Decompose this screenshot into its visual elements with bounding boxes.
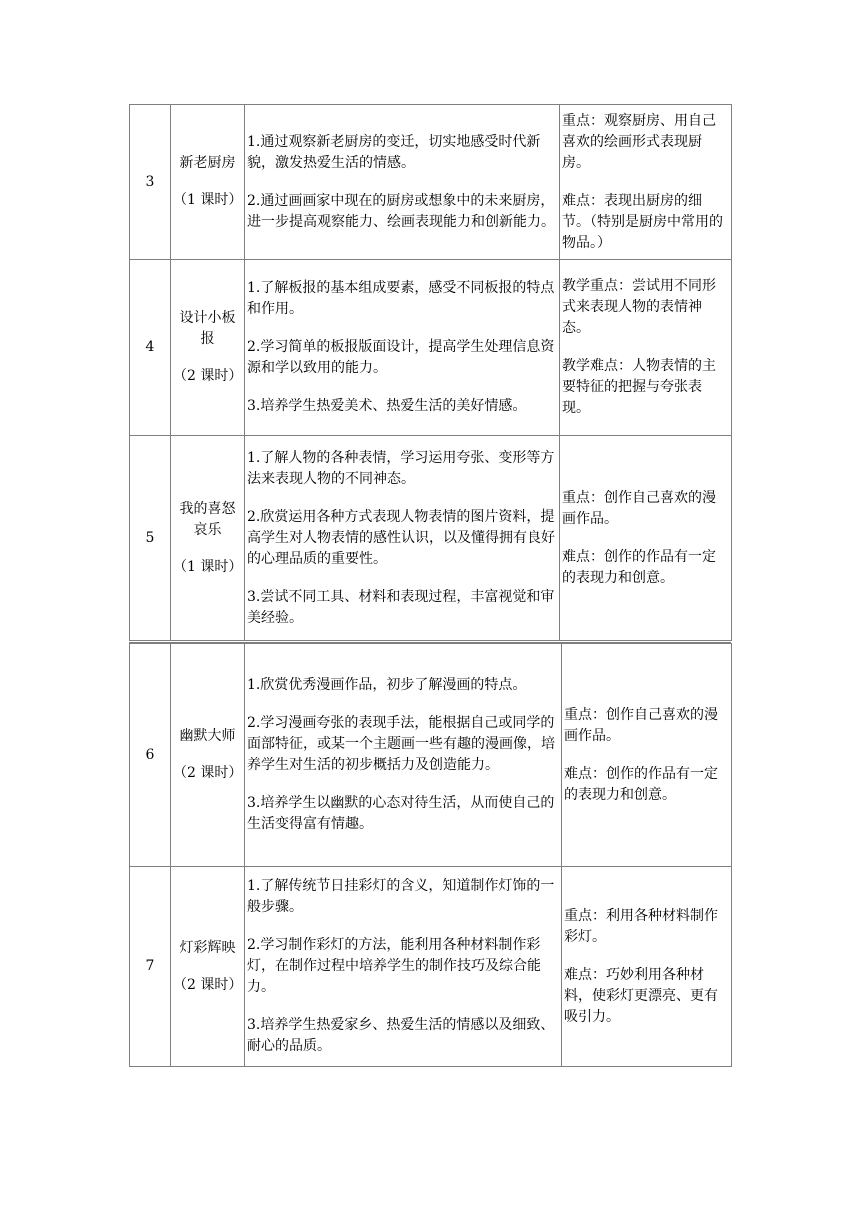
lesson-goals	[245, 105, 560, 260]
lesson-number: 6	[130, 644, 171, 867]
goal-item: 1.了解传统节日挂彩灯的含义，知道制作灯饰的一般步骤。	[247, 878, 555, 915]
lesson-hours: （1 课时）	[173, 558, 243, 575]
lesson-name	[171, 260, 245, 436]
table-row	[130, 436, 732, 641]
lesson-goals	[245, 644, 562, 867]
goal-item: 1.了解板报的基本组成要素，感受不同板报的特点和作用。	[247, 280, 555, 317]
lesson-plan-table-upper	[129, 104, 732, 641]
focus-item: 难点：巧妙利用各种材料，使彩灯更漂亮、更有吸引力。	[564, 966, 718, 1025]
lesson-hours: （2 课时）	[173, 976, 243, 993]
lesson-name	[171, 436, 245, 641]
table-row	[130, 644, 732, 867]
goal-item: 3.培养学生热爱家乡、热爱生活的情感以及细致、耐心的品质。	[247, 1017, 555, 1054]
focus-item: 重点：观察厨房、用自己喜欢的绘画形式表现厨房。	[562, 112, 716, 171]
lesson-goals	[245, 260, 560, 436]
lesson-name	[171, 867, 245, 1067]
table-row	[130, 260, 732, 436]
focus-item: 教学重点：尝试用不同形式来表现人物的表情神态。	[562, 278, 716, 336]
lesson-goals	[245, 436, 560, 641]
focus-item: 难点：表现出厨房的细节。（特别是厨房中常用的物品。）	[562, 192, 723, 251]
goal-item: 2.欣赏运用各种方式表现人物表情的图片资料，提高学生对人物表情的感性认识，以及懂得拥有良好的心理品质的重要性。	[247, 508, 555, 567]
lesson-title: 我的喜怒哀乐	[179, 500, 236, 538]
lesson-focus	[562, 867, 732, 1067]
lesson-title: 幽默大师	[179, 728, 236, 744]
lesson-number: 7	[130, 867, 171, 1067]
lesson-hours: （2 课时）	[173, 368, 243, 384]
focus-item: 难点：创作的作品有一定的表现力和创意。	[562, 548, 716, 586]
goal-item: 1.了解人物的各种表情，学习运用夸张、变形等方法来表现人物的不同神态。	[247, 449, 555, 487]
focus-item: 重点：创作自己喜欢的漫画作品。	[562, 489, 716, 527]
lesson-focus	[562, 644, 732, 867]
goal-item: 2.学习简单的板报版面设计，提高学生处理信息资源和学以致用的能力。	[247, 339, 555, 376]
goal-item: 3.尝试不同工具、材料和表现过程，丰富视觉和审美经验。	[247, 588, 555, 626]
lesson-title: 新老厨房	[179, 155, 236, 171]
lesson-focus	[560, 260, 732, 436]
focus-item: 教学难点：人物表情的主要特征的把握与夸张表现。	[562, 358, 716, 416]
lesson-plan-table-lower	[129, 643, 732, 1067]
lesson-hours: （1 课时）	[173, 192, 243, 208]
lesson-name	[171, 644, 245, 867]
lesson-title: 灯彩辉映	[179, 939, 236, 956]
lesson-number: 3	[130, 105, 171, 260]
focus-item: 难点：创作的作品有一定的表现力和创意。	[564, 765, 718, 803]
lesson-number: 5	[130, 436, 171, 641]
lesson-focus	[560, 105, 732, 260]
goal-item: 2.通过画画家中现在的厨房或想象中的未来厨房，进一步提高观察能力、绘画表现能力和创新能力。	[247, 192, 555, 230]
lesson-title: 设计小板报	[179, 310, 236, 347]
lesson-number: 4	[130, 260, 171, 436]
goal-item: 2.学习漫画夸张的表现手法，能根据自己或同学的面部特征，或某一个主题画一些有趣的漫画像，培养学生对生活的初步概括力及创造能力。	[247, 715, 555, 773]
goal-item: 3.培养学生以幽默的心态对待生活，从而使自己的生活变得富有情趣。	[247, 795, 555, 832]
lesson-name	[171, 105, 245, 260]
focus-item: 重点：创作自己喜欢的漫画作品。	[564, 706, 718, 744]
lesson-focus	[560, 436, 732, 641]
goal-item: 1.欣赏优秀漫画作品，初步了解漫画的特点。	[247, 677, 527, 693]
goal-item: 3.培养学生热爱美术、热爱生活的美好情感。	[247, 398, 527, 414]
lesson-goals	[245, 867, 562, 1067]
lesson-hours: （2 课时）	[173, 765, 243, 781]
focus-item: 重点：利用各种材料制作彩灯。	[564, 907, 718, 945]
goal-item: 1.通过观察新老厨房的变迁，切实地感受时代新貌，激发热爱生活的情感。	[247, 133, 541, 171]
table-row	[130, 867, 732, 1067]
table-row	[130, 105, 732, 260]
goal-item: 2.学习制作彩灯的方法，能利用各种材料制作彩灯，在制作过程中培养学生的制作技巧及综合能力。	[247, 937, 541, 995]
